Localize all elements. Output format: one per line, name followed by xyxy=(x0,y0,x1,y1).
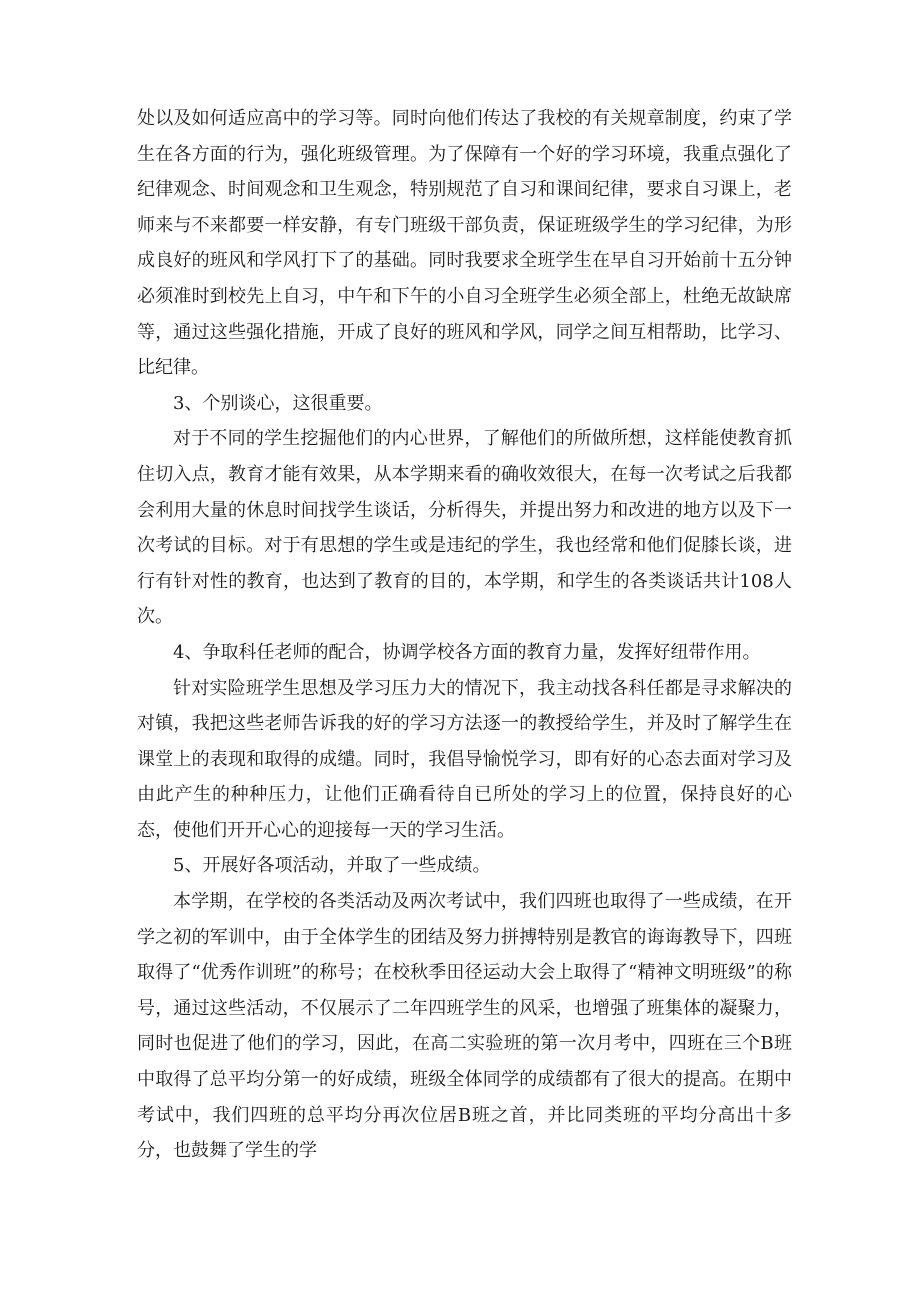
heading-item-3: 3、个别谈心，这很重要。 xyxy=(173,392,383,414)
heading-item-4: 4、争取科任老师的配合，协调学校各方面的教育力量，发挥好纽带作用。 xyxy=(173,641,761,663)
paragraph-3: 针对实险班学生思想及学习压力大的情况下，我主动找各科任都是寻求解决的对镇，我把这些老师告诉我的好的学习方法逐一的教授给学生，并及时了解学生在课堂上的表现和取得的成缱。同时，我倡导愉悦学习，即有好的心态去面对学习及由此产生的种种压力，让他们正确看待自已所处的学习上的位置，保持良好的心态，使他们开开心心的迎接每一天的学习生活。 xyxy=(137,677,792,841)
paragraph-4: 本学期，在学校的各类活动及两次考试中，我们四班也取得了一些成绩，在开学之初的军训中，由于全体学生的团结及努力拼搏特别是教官的诲诲教导下，四班取得了“优秀作训班”的称号；在校秋季田径运动大会上取得了“精神文明班级”的称号，通过这些活动，不仅展示了二年四班学生的风采，也增强了班集体的凝聚力，同时也促进了他们的学习，因此，在高二实验班的第一次月考中，四班在三个B班中取得了总平均分第一的好成绩，班级全体同学的成绩都有了很大的提高。在期中考试中，我们四班的总平均分再次位居B班之首，并比同类班的平均分高出十多分，也鼓舞了学生的学 xyxy=(137,891,792,1162)
paragraph-2: 对于不同的学生挖掘他们的内心世界，了解他们的所做所想，这样能使教育抓住切入点，教育才能有效果，从本学期来看的确收效很大，在每一次考试之后我都会利用大量的休息时间找学生谈话，分析得失，并提出努力和改进的地方以及下一次考试的目标。对于有思想的学生或是违纪的学生，我也经常和他们促膝长谈，进行有针对性的教育，也达到了教育的目的，本学期，和学生的各类谈话共计108人次。 xyxy=(137,428,792,628)
heading-item-5: 5、开展好各项活动，并取了一些成绩。 xyxy=(173,855,491,877)
paragraph-1: 处以及如何适应高中的学习等。同时向他们传达了我校的有关规章制度，约束了学生在各方面的行为，强化班级管理。为了保障有一个好的学习环境，我重点强化了纪律观念、时间观念和卫生观念，特别规范了自习和课间纪律，要求自习课上，老师来与不来都要一样安静，有专门班级干部负责，保证班级学生的学习纪律，为形成良好的班风和学风打下了的基础。同时我要求全班学生在早自习开始前十五分钟必须准时到校先上自习，中午和下午的小自习全班学生必须全部上，杜绝无故缺席等，通过这些强化措施，开成了良好的班风和学风，同学之间互相帮助，比学习、比纪律。 xyxy=(137,108,792,379)
document-page xyxy=(137,101,792,1169)
